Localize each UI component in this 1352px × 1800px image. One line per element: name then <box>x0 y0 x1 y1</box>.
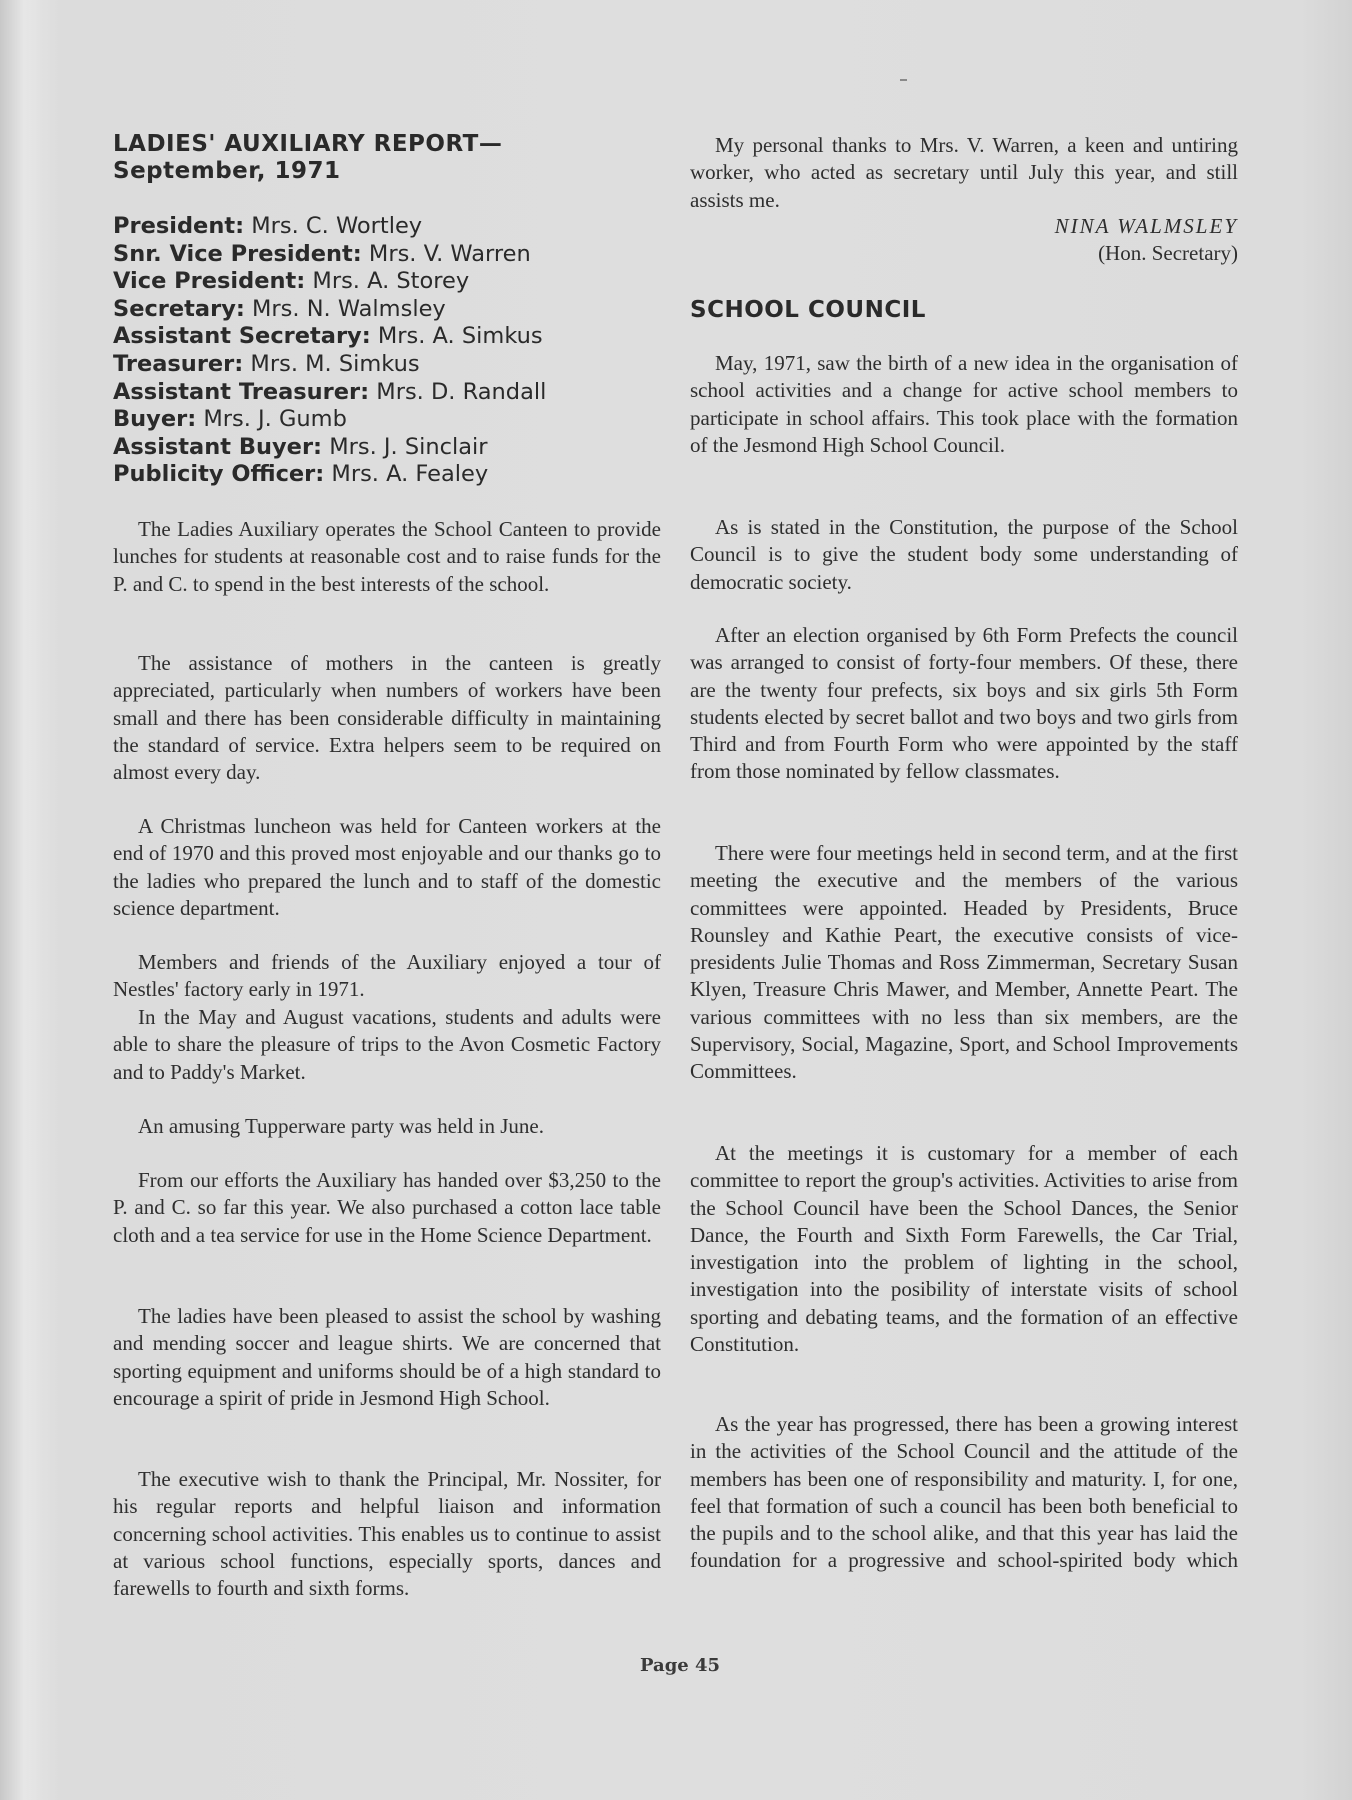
ladies-auxiliary-heading <box>113 131 502 185</box>
officer-role: Snr. Vice President: <box>113 240 362 267</box>
paragraph: The ladies have been pleased to assist the school by washing and mending soccer and league shirts. We are concerned that sporting equipment and uniforms should be of a high standard to encourage a spirit of pride in Jesmond High School. <box>113 1304 661 1410</box>
paragraph: May, 1971, saw the birth of a new idea in the organisation of school activities and a change for active school members to participate in school affairs. This took place with the formation of the Jesmond High School Council. <box>690 351 1238 457</box>
officer-role: Vice President: <box>113 268 306 295</box>
officer-name: Mrs. A. Simkus <box>370 323 543 350</box>
paragraph: From our efforts the Auxiliary has handed over $3,250 to the P. and C. so far this year. We also purchased a cotton lace table cloth and a tea service for use in the Home Science Department. <box>113 1168 661 1247</box>
officer-assistant-treasurer <box>113 379 546 407</box>
ladies-auxiliary-heading-line2: September, 1971 <box>113 158 341 184</box>
officer-name: Mrs. N. Walmsley <box>244 295 446 322</box>
officer-vice-president <box>113 268 546 296</box>
paragraph: The assistance of mothers in the canteen is greatly appreciated, particularly when numbers of workers have been small and there has been considerable difficulty in maintaining the standard of service. Extra helpers seem to be required on almost every day. <box>113 651 661 785</box>
officer-buyer <box>113 406 546 434</box>
officer-name: Mrs. V. Warren <box>361 240 531 267</box>
officer-name: Mrs. A. Storey <box>305 268 470 295</box>
signature-name: NINA WALMSLEY <box>1054 214 1238 238</box>
officer-name: Mrs. J. Gumb <box>196 406 347 433</box>
signature <box>1055 213 1238 268</box>
officer-name: Mrs. C. Wortley <box>244 213 423 239</box>
officer-snr-vice-president <box>113 241 546 269</box>
paragraph: In the May and August vacations, students and adults were able to share the pleasure of trips to the Avon Cosmetic Factory and to Paddy's Market. <box>113 1005 661 1084</box>
officer-role: President: <box>113 213 245 239</box>
officer-name: Mrs. A. Fealey <box>324 461 489 488</box>
paragraph: Members and friends of the Auxiliary enjoyed a tour of Nestles' factory early in 1971. <box>113 950 661 1002</box>
page-number: Page 45 <box>640 1655 721 1676</box>
officer-assistant-buyer <box>113 434 546 462</box>
officer-assistant-secretary <box>113 323 546 351</box>
page-binding-shadow <box>0 0 40 1800</box>
officer-treasurer <box>113 351 546 379</box>
officer-name: Mrs. M. Simkus <box>243 350 420 377</box>
ladies-auxiliary-heading-line1: LADIES' AUXILIARY REPORT— <box>113 131 503 157</box>
paragraph: At the meetings it is customary for a member of each committee to report the group's activities. Activities to arise from the School Council have been the School Dances, the Senior Dance, the Fourth and Sixth Form Farewells, the Car Trial, investigation into the problem of lighting in the school, investigation into the posibility of interstate visits of school sporting and debating teams, and the formation of an effective Constitution. <box>690 1141 1238 1357</box>
school-council-heading: SCHOOL COUNCIL <box>690 297 926 323</box>
closing-thanks-paragraph: My personal thanks to Mrs. V. Warren, a keen and untiring worker, who acted as secretary until July this year, and still assists me. <box>690 133 1238 212</box>
officer-role: Assistant Treasurer: <box>113 378 370 405</box>
officer-role: Buyer: <box>113 406 197 433</box>
paragraph: There were four meetings held in second term, and at the first meeting the executive and the members of the various committees were appointed. Headed by Presidents, Bruce Rounsley and Kathie Peart, the executive consists of vice-presidents Julie Thomas and Ross Zimmerman, Secretary Susan Klyen, Treasure Chris Mawer, and Member, Annette Peart. The various committees with no less than six members, are the Supervisory, Social, Magazine, Sport, and School Improvements Committees. <box>690 841 1238 1084</box>
officer-role: Publicity Officer: <box>113 461 325 488</box>
paragraph: The Ladies Auxiliary operates the School Canteen to provide lunches for students at reasonable cost and to raise funds for the P. and C. to spend in the best interests of the school. <box>113 517 661 596</box>
officer-publicity-officer <box>113 461 546 489</box>
signature-title: (Hon. Secretary) <box>1098 241 1238 266</box>
officer-role: Assistant Secretary: <box>113 323 371 350</box>
officer-role: Assistant Buyer: <box>113 433 323 460</box>
paragraph: The executive wish to thank the Principal, Mr. Nossiter, for his regular reports and helpful liaison and information concerning school activities. This enables us to continue to assist at various school functions, especially sports, dances and farewells to fourth and sixth forms. <box>113 1467 661 1601</box>
officer-role: Treasurer: <box>113 350 244 377</box>
officers-list <box>113 213 546 489</box>
print-speck <box>900 79 907 81</box>
paragraph: After an election organised by 6th Form Prefects the council was arranged to consist of forty-four members. Of these, there are the twenty four prefects, six boys and six girls 5th Form students elected by secret ballot and two boys and two girls from Third and from Fourth Form who were appointed by the staff from those nominated by fellow classmates. <box>690 623 1238 784</box>
officer-president <box>113 213 546 241</box>
paragraph: As the year has progressed, there has been a growing interest in the activities of the School Council and the attitude of the members has been one of responsibility and maturity. I, for one, feel that formation of such a council has been both beneficial to the pupils and to the school alike, and that this year has laid the foundation for a progressive and school-spirited body which <box>690 1412 1238 1573</box>
officer-secretary <box>113 296 546 324</box>
paragraph: As is stated in the Constitution, the purpose of the School Council is to give the student body some understanding of democratic society. <box>690 515 1238 594</box>
officer-name: Mrs. D. Randall <box>369 378 547 405</box>
paragraph: A Christmas luncheon was held for Canteen workers at the end of 1970 and this proved most enjoyable and our thanks go to the ladies who prepared the lunch and to staff of the domestic science department. <box>113 814 661 920</box>
officer-name: Mrs. J. Sinclair <box>322 433 488 460</box>
officer-role: Secretary: <box>113 295 245 322</box>
paragraph: An amusing Tupperware party was held in June. <box>138 1114 544 1138</box>
